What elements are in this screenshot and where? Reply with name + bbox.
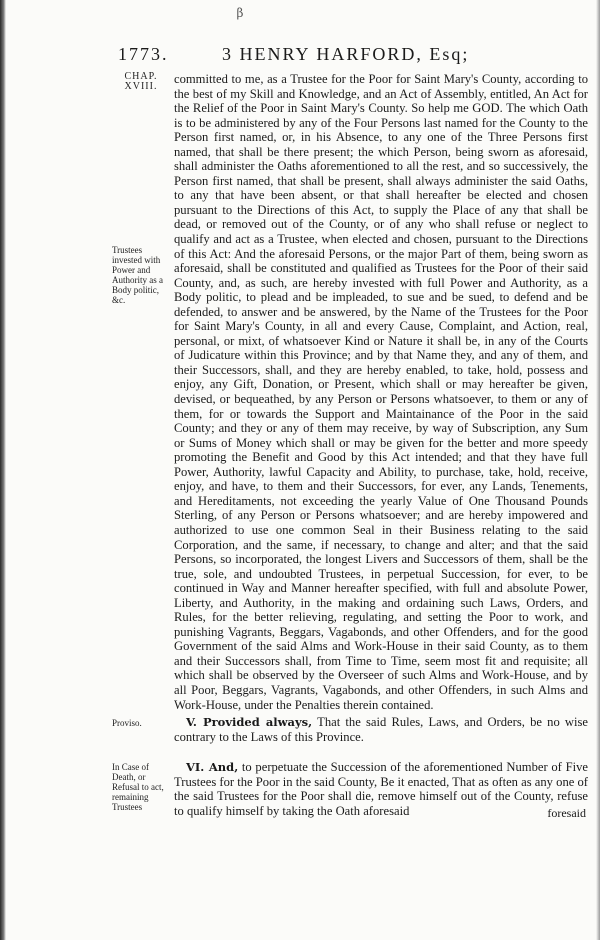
- section-vi: [174, 760, 588, 818]
- section-v-lead: V. Provided always,: [186, 715, 313, 729]
- page-binding-shadow: [0, 0, 6, 940]
- section-vi-text: to perpetuate the Succession of the aforementioned Number of Five Trustees for the Poor in the said County, Be it enacted, That as often as any one of the said Trustees for the Poor shall die, remove himself out of the County, refuse to qualify himself by taking the Oath aforesaid: [174, 760, 588, 818]
- page-edge-shadow: [596, 0, 600, 940]
- margin-note-refusal: In Case of Death, or Refusal to act, remaining Trustees: [112, 762, 164, 812]
- margin-note-trustees: Trustees invested with Power and Authority as a Body politic, &c.: [112, 245, 163, 305]
- page-year: 1773.: [118, 44, 169, 64]
- running-header: [118, 44, 588, 70]
- section-vi-lead: VI. And,: [186, 760, 239, 774]
- body-paragraph: committed to me, as a Trustee for the Poor for Saint Mary's County, according to the best of my Skill and Knowledge, and an Act of Assembly, entitled, An Act for the Relief of the Poor in Saint Mary's County. So help me GOD. The which Oath is to be administered by any of the Four Persons last named for the County to the Person first named, or, in his Absence, to any one of the Three Persons first named, that shall be there present; the which Person, being sworn as aforesaid, shall administer the Oaths aforementioned to all the rest, and so successively, the Person first named, that shall be present, shall always administer the said Oaths, to any that have been absent, or that shall hereafter be elected and chosen pursuant to the Directions of this Act, to supply the Place of any that shall be dead, or removed out of the County, or of any who shall refuse or neglect to qualify and act as a Trustee, when elected and chosen, pursuant to the Directions of this Act: And the aforesaid Persons, or the major Part of them, being sworn as aforesaid, shall be constituted and qualified as Trustees for the Poor of their said County, and, as such, are hereby invested with full Power and Authority, as a Body politic, to plead and be impleaded, to sue and be sued, to defend and be defended, to answer and be answered, by the Name of the Trustees for the Poor for Saint Mary's County, in all and every Cause, Complaint, and Action, real, personal, or mixt, of whatsoever Kind or Nature it shall be, in any of the Courts of Judicature within this Province; and by that Name they, and any of them, and their Successors, shall, and they are hereby enabled, to take, hold, possess and enjoy, any Gift, Donation, or Present, which shall or may hereafter be given, devised, or bequeathed, by any Person or Persons whatsoever, to them or any of them, for or towards the Support and Maintainance of the Poor in the said County; and they or any of them may receive, by way of Subscription, any Sum or Sums of Money which shall or may be given for the better and more speedy promoting the Benefit and Good by this Act intended; and that they have full Power, Authority, lawful Capacity and Ability, to purchase, take, hold, receive, enjoy, and have, to them and their Successors, for ever, any Lands, Tenements, and Hereditaments, not exceeding the yearly Value of One Thousand Pounds Sterling, of any Person or Persons whatsoever; and are hereby impowered and authorized to use one common Seal in their Business relating to the said Corporation, and the same, if necessary, to change and alter; and that the said Persons, so incorporated, the longest Livers and Successors of them, shall be the true, sole, and undoubted Trustees, in perpetual Succession, for ever, to be continued in Way and Manner hereafter specified, with full and absolute Power, Liberty, and Authority, in the making and ordaining such Laws, Orders, and Rules, for the better relieving, regulating, and setting the Poor to work, and punishing Vagrants, Beggars, Vagabonds, and other Offenders, and for the good Government of the said Alms and Work-House in their said County, as to them and their Successors shall, from Time to Time, seem most fit and requisite; all which shall be observed by the Overseer of such Alms and Work-House, and by all Poor, Beggars, Vagrants, Vagabonds, and other Offenders, in such Alms and Work-House, under the Penalties therein contained.: [174, 72, 588, 712]
- section-v-text: That the said Rules, Laws, and Orders, be no wise contrary to the Laws of this Province.: [174, 715, 589, 744]
- body-text: [174, 72, 588, 712]
- running-title: 3 HENRY HARFORD, Esq;: [222, 44, 470, 64]
- top-mark: β: [236, 6, 244, 20]
- chapter-label: CHAP. XVIII.: [124, 71, 158, 92]
- section-v: [174, 715, 588, 744]
- catchword: foresaid: [547, 806, 586, 820]
- margin-note-proviso: Proviso.: [112, 718, 142, 728]
